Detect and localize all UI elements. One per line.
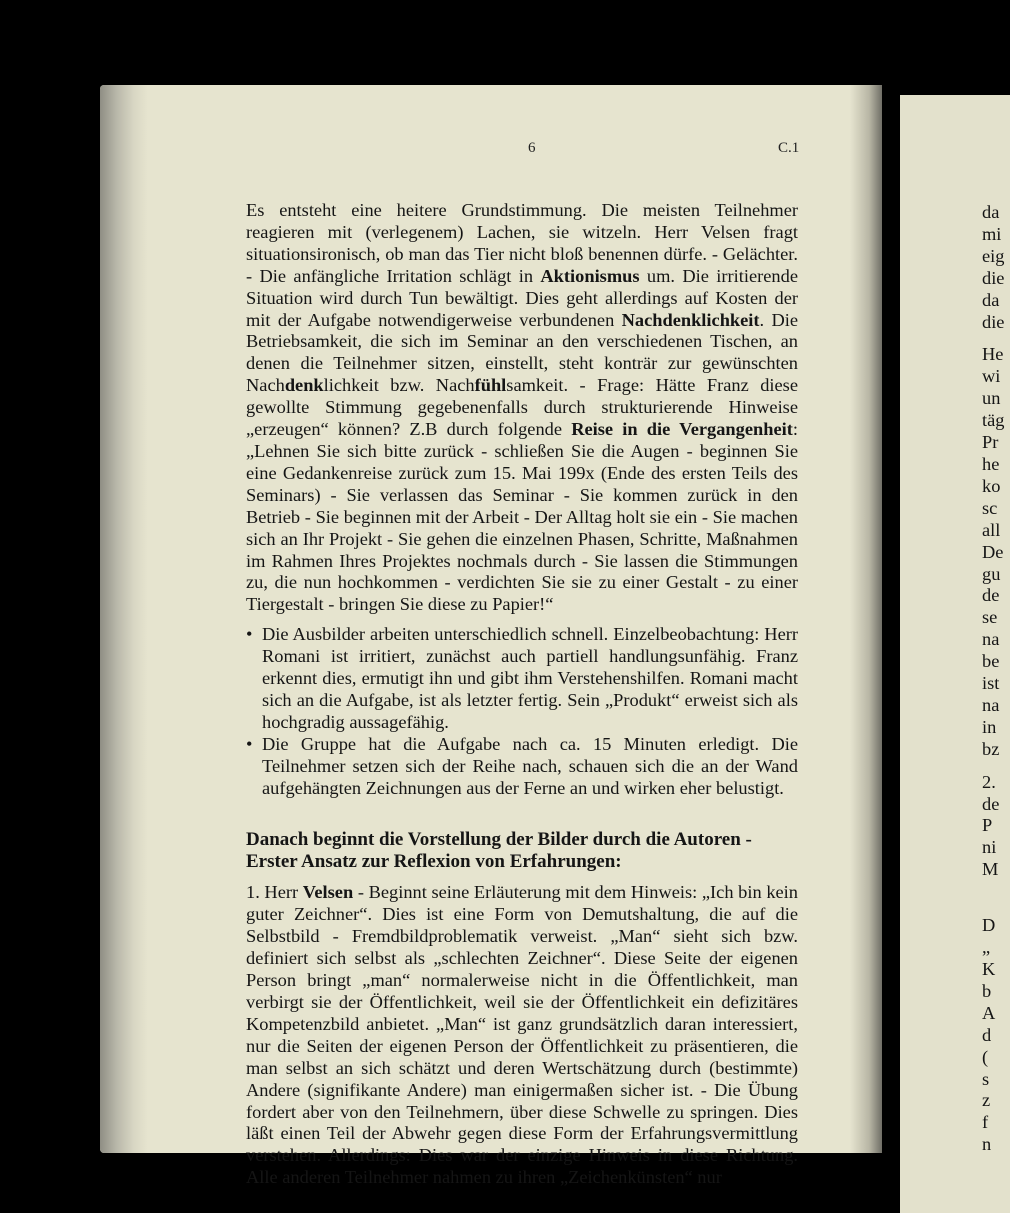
text-fragment: ist (982, 673, 1000, 694)
text-fragment: s (982, 1068, 990, 1089)
text-fragment: He (982, 344, 1004, 365)
text-fragment: M (982, 859, 999, 880)
text-fragment: die (982, 267, 1005, 288)
text-fragment: gu (982, 563, 1001, 584)
text-fragment: ko (982, 475, 1001, 496)
term-reise-vergangenheit: Reise in die Vergangenheit (571, 419, 793, 440)
paragraph-velsen: 1. Herr Velsen - Beginnt seine Erläuterung mit dem Hinweis: „Ich bin kein guter Zeichner“. Dies ist eine Form von Demutshaltung, die auf die Selbstbild - Fremdbildproblematik verweist. „Man“ sieht sich bzw. definiert sich selbst als „schlechten Zeichner“. Diese Seite der eigenen Person bringt „man“ normalerweise nicht in die Öffentlichkeit, man verbirgt sie der Öffentlichkeit, weil sie der Öffentlichkeit ein defizitäres Kompetenzbild anbietet. „Man“ ist ganz grundsätzlich daran interessiert, nur die Seiten der eigenen Person der Öffentlichkeit zu präsentieren, die man selbst an sich schätzt und deren Wertschätzung durch (bestimmte) Andere (signifikante Andere) man einigermaßen sicher ist. - Die Übung fordert aber von den Teilnehmern, über diese Schwelle zu springen. Dies läßt einen Teil der Abwehr gegen diese Form der Erfahrungsvermittlung verstehen. Allerdings: Dies war der einzige Hinweis in diese Richtung. Alle anderen Teilnehmer nahmen zu ihren „Zeichenkünsten“ nur (246, 882, 798, 1188)
bullet-icon: • (246, 733, 253, 754)
text-fragment: bz (982, 738, 1000, 759)
text-fragment: in (982, 716, 997, 737)
text-fragment: De (982, 541, 1004, 562)
text-fragment: n (982, 1134, 992, 1155)
term-fuehl: fühl (474, 375, 507, 396)
text-fragment: die (982, 311, 1005, 332)
text-fragment: f (982, 1112, 989, 1133)
right-book-page (900, 95, 1010, 1213)
page-body (246, 200, 798, 1189)
term-nachdenklichkeit: Nachdenklichkeit (621, 309, 760, 330)
text-fragment: D (982, 915, 996, 936)
text-fragment: un (982, 388, 1001, 409)
text-fragment: A (982, 1002, 996, 1023)
text-fragment: täg (982, 410, 1005, 431)
list-item: • Die Gruppe hat die Aufgabe nach ca. 15 Minuten erledigt. Die Teilnehmer setzen sich der Reihe nach, schauen sich die an der Wand aufgehängten Zeichnungen aus der Ferne an und wirken eher belustigt. (246, 733, 798, 798)
text-fragment: sc (982, 497, 998, 518)
term-denk: denk (284, 375, 324, 396)
text-fragment: na (982, 629, 1000, 650)
paragraph-intro: Es entsteht eine heitere Grundstimmung. Die meisten Teilnehmer reagieren mit (verlegenem) Lachen, sie witzeln. Herr Velsen fragt situationsironisch, ob man das Tier nicht bloß benennen dürfe. - Gelächter. - Die anfängliche Irritation schlägt in Aktionismus um. Die irritierende Situation wird durch Tun bewältigt. Dies geht allerdings auf Kosten der mit der Aufgabe notwendigerweise verbundenen Nachdenklichkeit. Die Betriebsamkeit, die sich im Seminar an den verschiedenen Tischen, an denen die Teilnehmer sitzen, einstellt, steht konträr zur gewünschten Nachdenklichkeit bzw. Nachfühlsamkeit. - Frage: Hätte Franz diese gewollte Stimmung gegebenenfalls durch strukturierende Hinweise „erzeugen“ können? Z.B durch folgende Reise in die Vergangenheit: „Lehnen Sie sich bitte zurück - schließen Sie die Augen - beginnen Sie eine Gedankenreise zurück zum 15. Mai 199x (Ende des ersten Teils des Seminars) - Sie verlassen das Seminar - Sie kommen zurück in den Betrieb - Sie beginnen mit der Arbeit - Der Alltag holt sie ein - Sie machen sich an Ihr Projekt - Sie gehen die einzelnen Phasen, Schritte, Maßnahmen im Rahmen Ihres Projektes nochmals durch - Sie lassen die Stimmungen zu, die nun hochkommen - verdichten Sie sie zu einer Gestalt - zu einer Tiergestalt - bringen Sie diese zu Papier!“ (246, 200, 798, 615)
text-fragment: P (982, 815, 993, 836)
right-page-text (982, 202, 1004, 1156)
text-fragment: Pr (982, 432, 999, 453)
text-fragment: be (982, 651, 1000, 672)
text-fragment: ( (982, 1046, 989, 1067)
list-item: • Die Ausbilder arbeiten unterschiedlich schnell. Einzelbeobachtung: Herr Romani ist irritiert, zunächst auch partiell handlungsunfähig. Franz erkennt dies, ermutigt ihn und gibt ihm Verstehenshilfen. Romani macht sich an die Aufgabe, ist als letzter fertig. Sein „Produkt“ erweist sich als hochgradig aussagefähig. (246, 624, 798, 732)
text-fragment: ni (982, 837, 997, 858)
text-fragment: 2. (982, 771, 996, 792)
text-fragment: na (982, 694, 1000, 715)
observation-list (246, 624, 798, 799)
text-fragment: d (982, 1024, 992, 1045)
term-aktionismus: Aktionismus (540, 265, 640, 286)
text-fragment: de (982, 793, 1000, 814)
text-fragment: eig (982, 245, 1005, 266)
text-fragment: da (982, 202, 1000, 222)
text-fragment: wi (982, 366, 1001, 387)
term-velsen: Velsen (302, 882, 354, 903)
text-fragment: he (982, 453, 1000, 474)
text-fragment: se (982, 607, 998, 628)
text-fragment: mi (982, 223, 1002, 244)
text-fragment: „ (982, 937, 991, 958)
text-fragment: K (982, 959, 996, 979)
text-fragment: da (982, 289, 1000, 310)
section-heading: Danach beginnt die Vorstellung der Bilder durch die Autoren - Erster Ansatz zur Reflexion von Erfahrungen: (246, 829, 752, 873)
text-fragment: de (982, 585, 1000, 606)
text-fragment: b (982, 980, 992, 1001)
book-gutter (850, 85, 882, 1153)
bullet-icon: • (246, 624, 253, 645)
page-number: 6 (528, 140, 536, 156)
page-edge-shadow (100, 85, 148, 1153)
text-fragment: z (982, 1090, 991, 1111)
text-fragment: all (982, 519, 1001, 540)
chapter-label: C.1 (778, 140, 800, 156)
